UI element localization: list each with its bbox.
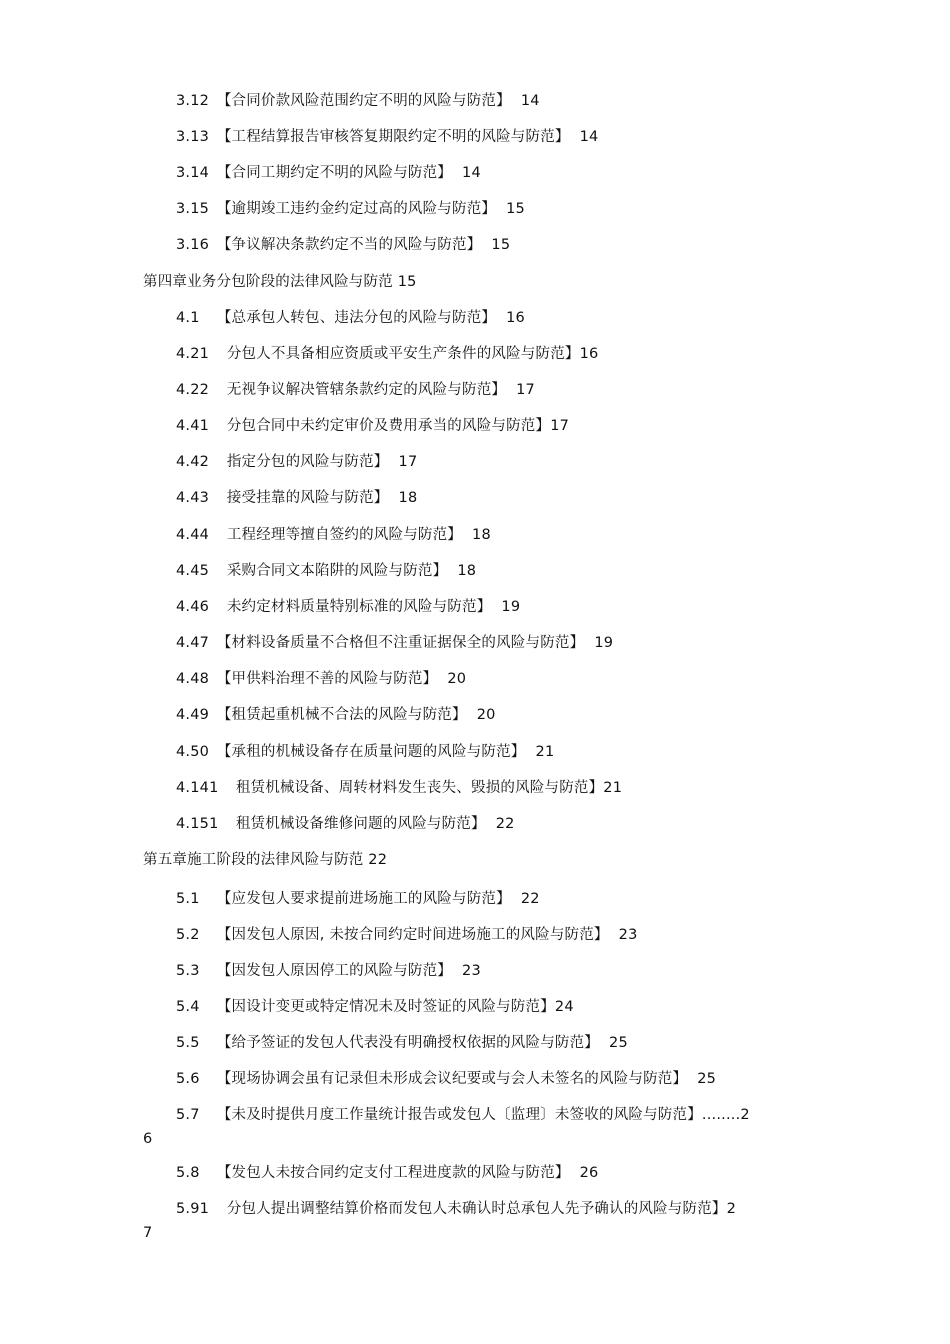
toc-entry-title: 分包人不具备相应资质或平安生产条件的风险与防范】16 <box>226 346 599 362</box>
toc-entry-page: 23 <box>462 963 481 979</box>
toc-entry-title: 【因设计变更或特定情况未及时签证的风险与防范】24 <box>216 999 574 1015</box>
toc-entry-4-1[interactable] <box>176 308 525 328</box>
toc-entry-title: 【合同价款风险范围约定不明的风险与防范】 <box>216 93 511 109</box>
toc-entry-page: 17 <box>398 454 418 470</box>
toc-entry-page: 21 <box>535 744 555 760</box>
toc-entry-title: 采购合同文本陷阱的风险与防范】 <box>226 563 448 579</box>
toc-entry-title: 【租赁起重机械不合法的风险与防范】 <box>216 707 467 723</box>
toc-entry-title: 指定分包的风险与防范】 <box>226 454 389 470</box>
toc-entry-number: 4.41 <box>176 418 210 434</box>
toc-entry-4-43[interactable] <box>176 488 417 508</box>
toc-entry-3-13[interactable] <box>176 127 598 147</box>
toc-entry-page: 20 <box>447 671 467 687</box>
toc-entry-page: 20 <box>476 707 496 723</box>
toc-entry-4-41[interactable] <box>176 416 569 436</box>
toc-entry-page: 25 <box>697 1071 717 1087</box>
toc-entry-number: 5.3 <box>176 963 200 979</box>
toc-entry-5-7-continuation: 6 <box>143 1131 153 1147</box>
toc-entry-number: 4.1 <box>176 310 200 326</box>
toc-entry-4-48[interactable] <box>176 669 466 689</box>
toc-entry-page: 22 <box>495 816 515 832</box>
toc-entry-5-2[interactable] <box>176 925 638 945</box>
toc-entry-number: 4.48 <box>176 671 210 687</box>
toc-entry-number: 5.6 <box>176 1071 200 1087</box>
toc-entry-number: 5.2 <box>176 927 200 943</box>
toc-entry-page: 17 <box>516 382 535 398</box>
toc-entry-page: 18 <box>398 490 418 506</box>
toc-chapter-4[interactable]: 第四章业务分包阶段的法律风险与防范 15 <box>143 274 417 290</box>
toc-entry-page: 15 <box>506 201 525 217</box>
toc-entry-4-42[interactable] <box>176 452 417 472</box>
toc-entry-4-22[interactable] <box>176 380 535 400</box>
toc-entry-title: 【未及时提供月度工作量统计报告或发包人〔监理〕未签收的风险与防范】........2 <box>216 1107 750 1123</box>
toc-entry-title: 【因发包人原因, 未按合同约定时间进场施工的风险与防范】 <box>216 927 609 943</box>
toc-entry-number: 4.151 <box>176 816 219 832</box>
toc-entry-page: 19 <box>501 599 521 615</box>
toc-entry-page: 16 <box>506 310 525 326</box>
toc-chapter-5[interactable]: 第五章施工阶段的法律风险与防范 22 <box>143 852 388 868</box>
toc-entry-4-47[interactable] <box>176 633 613 653</box>
toc-entry-number: 3.15 <box>176 201 210 217</box>
toc-entry-number: 4.44 <box>176 527 210 543</box>
toc-entry-title: 【逾期竣工违约金约定过高的风险与防范】 <box>216 201 497 217</box>
toc-entry-title: 分包合同中未约定审价及费用承当的风险与防范】17 <box>226 418 570 434</box>
toc-entry-4-49[interactable] <box>176 705 496 725</box>
toc-entry-page: 15 <box>491 237 511 253</box>
toc-entry-number: 5.4 <box>176 999 200 1015</box>
toc-entry-4-151[interactable] <box>176 814 515 834</box>
toc-entry-4-50[interactable] <box>176 742 554 762</box>
toc-entry-page: 18 <box>457 563 477 579</box>
toc-entry-title: 【争议解决条款约定不当的风险与防范】 <box>216 237 482 253</box>
toc-entry-title: 【应发包人要求提前进场施工的风险与防范】 <box>216 891 511 907</box>
toc-entry-page: 14 <box>462 165 481 181</box>
toc-entry-5-6[interactable] <box>176 1069 716 1089</box>
toc-entry-number: 4.42 <box>176 454 210 470</box>
toc-entry-4-21[interactable] <box>176 344 598 364</box>
toc-entry-3-16[interactable] <box>176 235 510 255</box>
toc-entry-5-1[interactable] <box>176 889 540 909</box>
toc-entry-title: 工程经理等擅自签约的风险与防范】 <box>226 527 463 543</box>
toc-entry-page: 26 <box>579 1165 599 1181</box>
toc-entry-4-44[interactable] <box>176 525 491 545</box>
toc-entry-5-3[interactable] <box>176 961 481 981</box>
toc-entry-title: 【承租的机械设备存在质量问题的风险与防范】 <box>216 744 526 760</box>
toc-entry-5-5[interactable] <box>176 1033 628 1053</box>
toc-entry-number: 5.8 <box>176 1165 200 1181</box>
toc-entry-5-4[interactable] <box>176 997 574 1017</box>
toc-entry-title: 【发包人未按合同约定支付工程进度款的风险与防范】 <box>216 1165 570 1181</box>
toc-entry-title: 租赁机械设备维修问题的风险与防范】 <box>235 816 486 832</box>
toc-entry-number: 5.1 <box>176 891 200 907</box>
toc-entry-4-141[interactable] <box>176 778 622 798</box>
toc-entry-page: 14 <box>520 93 540 109</box>
toc-entry-page: 22 <box>520 891 540 907</box>
toc-entry-number: 5.7 <box>176 1107 200 1123</box>
toc-entry-title: 【总承包人转包、违法分包的风险与防范】 <box>216 310 497 326</box>
toc-entry-3-12[interactable] <box>176 91 540 111</box>
toc-entry-title: 租赁机械设备、周转材料发生丧失、毁损的风险与防范】21 <box>235 780 623 796</box>
toc-entry-title: 【工程结算报告审核答复期限约定不明的风险与防范】 <box>216 129 570 145</box>
toc-entry-3-15[interactable] <box>176 199 525 219</box>
toc-entry-title: 【现场协调会虽有记录但未形成会议纪要或与会人未签名的风险与防范】 <box>216 1071 688 1087</box>
toc-entry-title: 【合同工期约定不明的风险与防范】 <box>216 165 453 181</box>
toc-entry-title: 【因发包人原因停工的风险与防范】 <box>216 963 453 979</box>
toc-entry-number: 4.49 <box>176 707 210 723</box>
toc-entry-page: 23 <box>618 927 638 943</box>
toc-entry-number: 4.45 <box>176 563 210 579</box>
toc-entry-page: 14 <box>579 129 599 145</box>
toc-entry-title: 【材料设备质量不合格但不注重证据保全的风险与防范】 <box>216 635 585 651</box>
toc-entry-number: 4.47 <box>176 635 210 651</box>
toc-entry-number: 5.91 <box>176 1201 210 1217</box>
toc-entry-title: 【甲供料治理不善的风险与防范】 <box>216 671 438 687</box>
toc-entry-number: 4.46 <box>176 599 210 615</box>
toc-entry-number: 4.50 <box>176 744 210 760</box>
toc-entry-5-7[interactable] <box>176 1105 750 1125</box>
toc-entry-page: 19 <box>594 635 614 651</box>
toc-entry-page: 25 <box>609 1035 628 1051</box>
toc-entry-number: 4.43 <box>176 490 210 506</box>
toc-entry-5-91[interactable] <box>176 1199 736 1219</box>
toc-entry-number: 4.21 <box>176 346 210 362</box>
toc-entry-title: 未约定材料质量特别标准的风险与防范】 <box>226 599 492 615</box>
toc-entry-title: 接受挂靠的风险与防范】 <box>226 490 389 506</box>
toc-entry-5-8[interactable] <box>176 1163 598 1183</box>
toc-entry-number: 3.14 <box>176 165 210 181</box>
toc-entry-4-45[interactable] <box>176 561 476 581</box>
toc-entry-5-91-continuation: 7 <box>143 1225 153 1241</box>
toc-entry-number: 3.16 <box>176 237 210 253</box>
toc-entry-number: 3.13 <box>176 129 210 145</box>
toc-entry-number: 4.22 <box>176 382 210 398</box>
toc-entry-number: 3.12 <box>176 93 210 109</box>
toc-entry-4-46[interactable] <box>176 597 520 617</box>
toc-entry-3-14[interactable] <box>176 163 481 183</box>
toc-entry-number: 4.141 <box>176 780 219 796</box>
toc-entry-number: 5.5 <box>176 1035 200 1051</box>
toc-entry-page: 18 <box>472 527 491 543</box>
toc-entry-title: 无视争议解决管辖条款约定的风险与防范】 <box>226 382 507 398</box>
toc-entry-title: 【给予签证的发包人代表没有明确授权依据的风险与防范】 <box>216 1035 600 1051</box>
toc-entry-title: 分包人提出调整结算价格而发包人未确认时总承包人先予确认的风险与防范】2 <box>226 1201 737 1217</box>
